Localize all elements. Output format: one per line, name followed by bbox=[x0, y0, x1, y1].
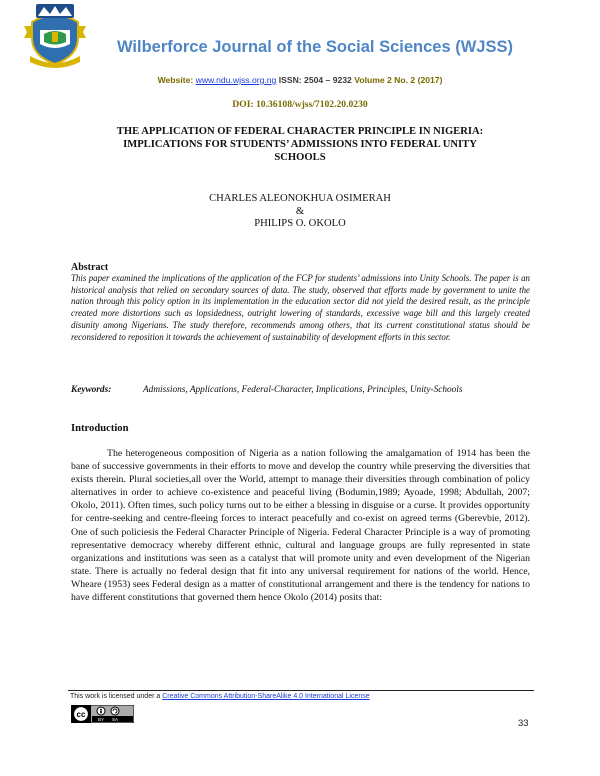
license-link[interactable]: Creative Commons Attribution-ShareAlike 4.0 International License bbox=[162, 693, 370, 700]
university-crest-icon bbox=[24, 4, 86, 68]
cc-label: cc bbox=[76, 710, 86, 719]
abstract-heading: Abstract bbox=[71, 262, 109, 273]
keywords-text: Admissions, Applications, Federal-Character, Implications, Principles, Unity-Schools bbox=[143, 385, 463, 395]
introduction-heading: Introduction bbox=[71, 423, 129, 434]
author-name: CHARLES ALEONOKHUA OSIMERAH bbox=[209, 193, 391, 204]
introduction-paragraph: The heterogeneous composition of Nigeria as a nation following the amalgamation of 1914 has been the bane of successive governments in their efforts to move and develop the country while preserving the diversities that exists therein. Plural societies,all over the World, attempt to manage their diversities through combination of policy alternatives in order to achieve co-existence and peaceful living (Bodumin,1989; Ayoade, 1998; Abdullah, 2007; Okolo, 2011). Often times, such policy turns out to be either a blessing in disguise or a curse. It provides opportunity for centre-seeking and centre-fleeing forces to interact peacefully and co-exist on agreed terms (Gberevbie, 2012). One of such policiesis the Federal Character Principle of Nigeria. Federal Character Principle is a way of promoting representative democracy whereby different ethnic, cultural and language groups are fully represented in state organizations and institutions was seen as a catalyst that will promote unity and even development of the Nigerian state. There is actually no federal design that fit into any universal requirement for nations of the world. Hence, Wheare (1953) sees Federal design as a matter of constitutional arrangement and there is the tendency for nations to have different constitutions that governed them hence Okolo (2014) posits that: bbox=[71, 448, 530, 604]
license-text: This work is licensed under a bbox=[70, 693, 163, 700]
paper-title-line: IMPLICATIONS FOR STUDENTS’ ADMISSIONS INTO FEDERAL UNITY bbox=[123, 139, 477, 150]
paper-title bbox=[60, 125, 540, 164]
paper-title-line: THE APPLICATION OF FEDERAL CHARACTER PRINCIPLE IN NIGERIA: bbox=[116, 126, 484, 137]
website-label: Website: bbox=[157, 75, 196, 85]
author-name: PHILIPS O. OKOLO bbox=[254, 218, 346, 229]
author-separator: & bbox=[295, 205, 305, 217]
keywords-label: Keywords: bbox=[71, 385, 112, 395]
paper-title-line: SCHOOLS bbox=[274, 152, 326, 163]
page-number: 33 bbox=[518, 718, 529, 729]
journal-header bbox=[24, 4, 584, 68]
website-link[interactable]: www.ndu.wjss.org.ng bbox=[195, 75, 277, 85]
by-label: BY bbox=[97, 717, 105, 722]
journal-meta-line bbox=[0, 75, 600, 85]
author-list bbox=[0, 193, 600, 231]
volume-text: Volume 2 No. 2 (2017) bbox=[351, 75, 443, 85]
license-notice bbox=[70, 693, 370, 700]
abstract-text: This paper examined the implications of the application of the FCP for students’ admissions into Unity Schools. The paper is an historical analysis that relied on secondary sources of data. The study, observed that efforts made by government to unite the nation through this policy option in its implementation in the education sector did not yield the desired result, as the principle created more distortions such as lopsidedness, outright lowering of standards, excessive wage bill and this largely created disunity among Nigerians. The study therefore, recommends among others, that its current constitutional status should be reconsidered to reposition it towards the achievement of sustainability of development efforts in this sector. bbox=[71, 273, 530, 342]
issn-text: ISSN: 2504 – 9232 bbox=[276, 75, 352, 85]
journal-title: Wilberforce Journal of the Social Sciences (WJSS) bbox=[117, 38, 513, 56]
cc-by-sa-badge-icon[interactable] bbox=[71, 705, 134, 723]
footer-divider bbox=[68, 690, 534, 691]
doi-text: DOI: 10.36108/wjss/7102.20.0230 bbox=[232, 99, 368, 110]
sa-label: SA bbox=[111, 717, 119, 722]
